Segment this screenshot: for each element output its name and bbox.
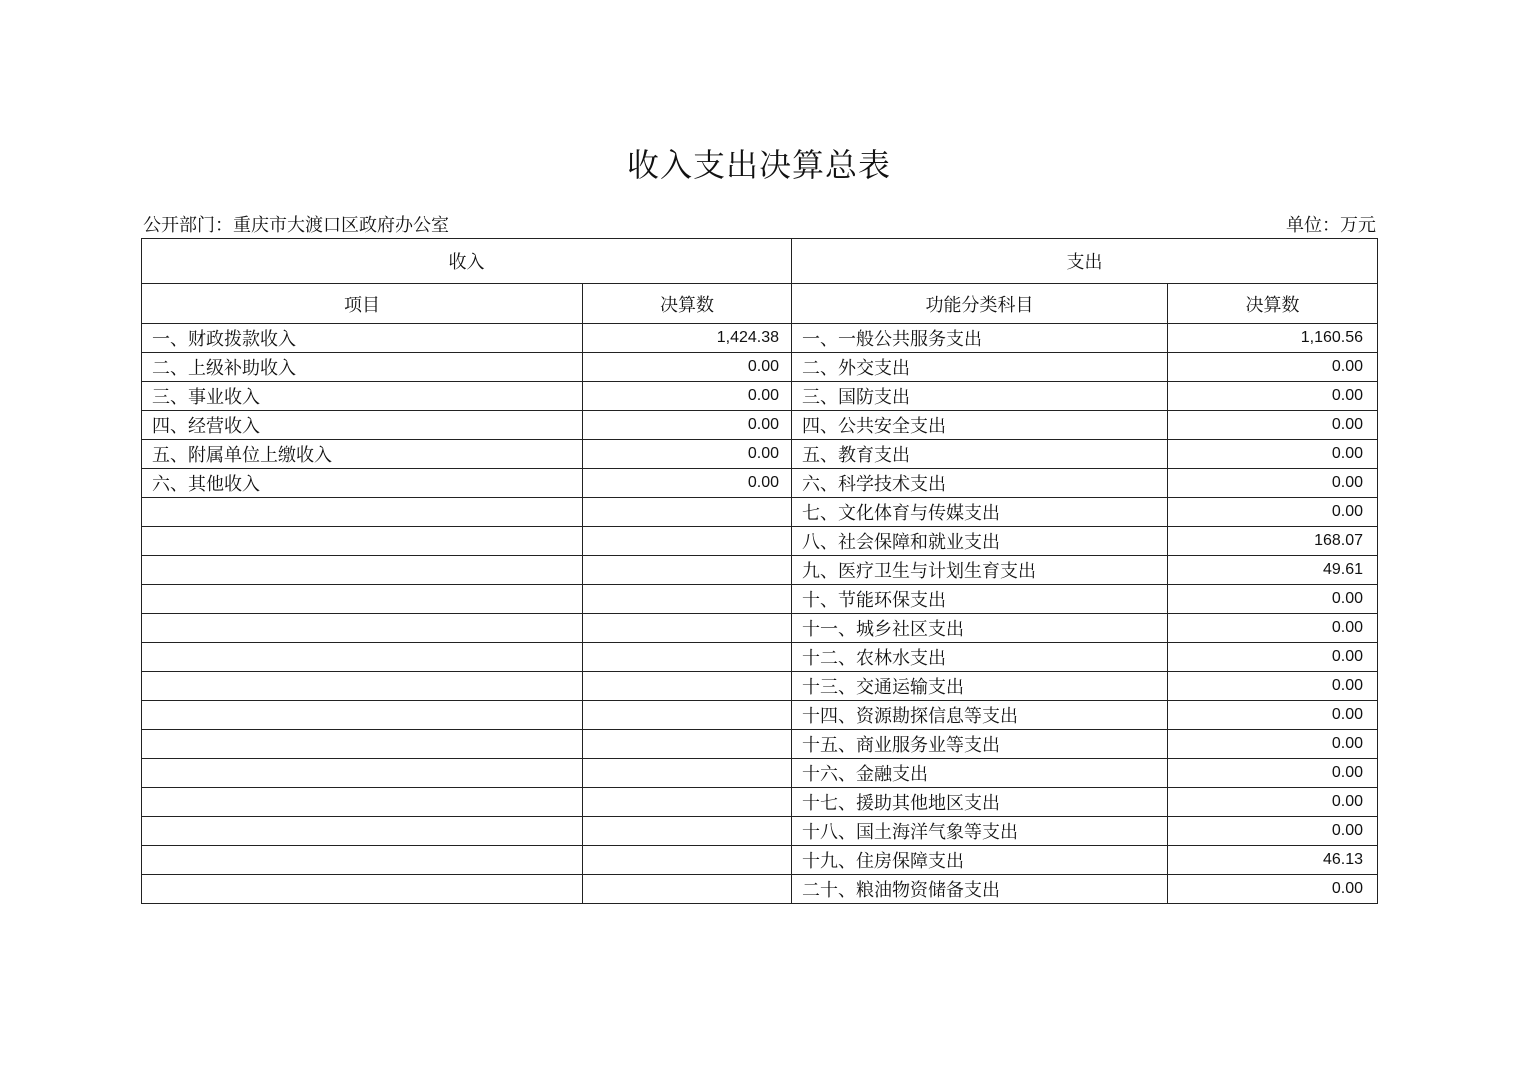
expense-amount-cell: 0.00 bbox=[1168, 759, 1378, 788]
expense-item-cell: 十六、金融支出 bbox=[792, 759, 1168, 788]
income-item-cell: 六、其他收入 bbox=[142, 469, 583, 498]
expense-item-cell: 十二、农林水支出 bbox=[792, 643, 1168, 672]
income-amount-cell bbox=[583, 614, 792, 643]
expense-amount-cell: 0.00 bbox=[1168, 382, 1378, 411]
income-amount-cell bbox=[583, 846, 792, 875]
income-amount-cell: 0.00 bbox=[583, 469, 792, 498]
income-amount-cell bbox=[583, 730, 792, 759]
expense-amount-column-header: 决算数 bbox=[1168, 284, 1378, 324]
income-amount-cell bbox=[583, 556, 792, 585]
table-row bbox=[142, 411, 1378, 440]
table-row bbox=[142, 788, 1378, 817]
table-row bbox=[142, 556, 1378, 585]
income-amount-cell bbox=[583, 585, 792, 614]
income-amount-cell bbox=[583, 875, 792, 904]
expense-amount-cell: 49.61 bbox=[1168, 556, 1378, 585]
income-amount-cell bbox=[583, 759, 792, 788]
unit-label: 单位：万元 bbox=[1286, 215, 1376, 236]
expense-item-cell: 七、文化体育与传媒支出 bbox=[792, 498, 1168, 527]
expense-amount-cell: 0.00 bbox=[1168, 585, 1378, 614]
income-item-cell: 三、事业收入 bbox=[142, 382, 583, 411]
income-item-cell bbox=[142, 788, 583, 817]
income-item-cell bbox=[142, 875, 583, 904]
income-item-cell: 二、上级补助收入 bbox=[142, 353, 583, 382]
table-row bbox=[142, 527, 1378, 556]
income-amount-cell bbox=[583, 527, 792, 556]
income-amount-cell: 0.00 bbox=[583, 382, 792, 411]
income-item-cell bbox=[142, 730, 583, 759]
budget-table bbox=[141, 238, 1378, 904]
expense-item-cell: 十、节能环保支出 bbox=[792, 585, 1168, 614]
expense-amount-cell: 0.00 bbox=[1168, 614, 1378, 643]
income-amount-column-header: 决算数 bbox=[583, 284, 792, 324]
expense-item-cell: 四、公共安全支出 bbox=[792, 411, 1168, 440]
expense-amount-cell: 0.00 bbox=[1168, 730, 1378, 759]
income-section-header: 收入 bbox=[142, 239, 792, 284]
table-row bbox=[142, 440, 1378, 469]
expense-amount-cell: 0.00 bbox=[1168, 353, 1378, 382]
income-amount-cell bbox=[583, 672, 792, 701]
table-row bbox=[142, 701, 1378, 730]
income-item-cell: 一、财政拨款收入 bbox=[142, 324, 583, 353]
table-row bbox=[142, 759, 1378, 788]
column-header-row bbox=[142, 284, 1378, 324]
item-column-header: 项目 bbox=[142, 284, 583, 324]
expense-item-cell: 六、科学技术支出 bbox=[792, 469, 1168, 498]
expense-item-cell: 三、国防支出 bbox=[792, 382, 1168, 411]
function-column-header: 功能分类科目 bbox=[792, 284, 1168, 324]
income-amount-cell bbox=[583, 788, 792, 817]
income-item-cell: 五、附属单位上缴收入 bbox=[142, 440, 583, 469]
table-row bbox=[142, 672, 1378, 701]
income-amount-cell: 0.00 bbox=[583, 353, 792, 382]
expense-item-cell: 二十、粮油物资储备支出 bbox=[792, 875, 1168, 904]
expense-amount-cell: 46.13 bbox=[1168, 846, 1378, 875]
income-amount-cell: 0.00 bbox=[583, 411, 792, 440]
income-item-cell bbox=[142, 556, 583, 585]
expense-item-cell: 二、外交支出 bbox=[792, 353, 1168, 382]
income-item-cell bbox=[142, 527, 583, 556]
expense-item-cell: 九、医疗卫生与计划生育支出 bbox=[792, 556, 1168, 585]
page-title: 收入支出决算总表 bbox=[626, 146, 891, 184]
table-row bbox=[142, 469, 1378, 498]
table-row bbox=[142, 875, 1378, 904]
expense-amount-cell: 168.07 bbox=[1168, 527, 1378, 556]
income-item-cell bbox=[142, 614, 583, 643]
expense-item-cell: 八、社会保障和就业支出 bbox=[792, 527, 1168, 556]
income-item-cell bbox=[142, 701, 583, 730]
table-row bbox=[142, 353, 1378, 382]
expense-amount-cell: 0.00 bbox=[1168, 498, 1378, 527]
table-row bbox=[142, 498, 1378, 527]
table-row bbox=[142, 817, 1378, 846]
expense-item-cell: 十五、商业服务业等支出 bbox=[792, 730, 1168, 759]
expense-amount-cell: 0.00 bbox=[1168, 672, 1378, 701]
income-item-cell: 四、经营收入 bbox=[142, 411, 583, 440]
expense-amount-cell: 0.00 bbox=[1168, 875, 1378, 904]
expense-amount-cell: 0.00 bbox=[1168, 440, 1378, 469]
expense-amount-cell: 0.00 bbox=[1168, 469, 1378, 498]
income-item-cell bbox=[142, 643, 583, 672]
expense-amount-cell: 0.00 bbox=[1168, 788, 1378, 817]
table-row bbox=[142, 730, 1378, 759]
expense-amount-cell: 0.00 bbox=[1168, 701, 1378, 730]
income-item-cell bbox=[142, 817, 583, 846]
expense-item-cell: 十九、住房保障支出 bbox=[792, 846, 1168, 875]
income-item-cell bbox=[142, 498, 583, 527]
income-amount-cell: 1,424.38 bbox=[583, 324, 792, 353]
income-item-cell bbox=[142, 672, 583, 701]
expense-amount-cell: 0.00 bbox=[1168, 643, 1378, 672]
income-amount-cell bbox=[583, 817, 792, 846]
income-amount-cell bbox=[583, 701, 792, 730]
table-row bbox=[142, 643, 1378, 672]
expense-section-header: 支出 bbox=[792, 239, 1378, 284]
table-row bbox=[142, 585, 1378, 614]
expense-item-cell: 十三、交通运输支出 bbox=[792, 672, 1168, 701]
income-amount-cell bbox=[583, 498, 792, 527]
department-label: 公开部门：重庆市大渡口区政府办公室 bbox=[143, 215, 449, 236]
expense-amount-cell: 0.00 bbox=[1168, 411, 1378, 440]
expense-item-cell: 一、一般公共服务支出 bbox=[792, 324, 1168, 353]
income-amount-cell: 0.00 bbox=[583, 440, 792, 469]
expense-amount-cell: 0.00 bbox=[1168, 817, 1378, 846]
section-header-row bbox=[142, 239, 1378, 284]
income-item-cell bbox=[142, 759, 583, 788]
income-amount-cell bbox=[583, 643, 792, 672]
expense-item-cell: 十四、资源勘探信息等支出 bbox=[792, 701, 1168, 730]
income-item-cell bbox=[142, 585, 583, 614]
table-row bbox=[142, 846, 1378, 875]
expense-item-cell: 十八、国土海洋气象等支出 bbox=[792, 817, 1168, 846]
expense-amount-cell: 1,160.56 bbox=[1168, 324, 1378, 353]
expense-item-cell: 五、教育支出 bbox=[792, 440, 1168, 469]
expense-item-cell: 十一、城乡社区支出 bbox=[792, 614, 1168, 643]
table-row bbox=[142, 614, 1378, 643]
expense-item-cell: 十七、援助其他地区支出 bbox=[792, 788, 1168, 817]
table-row bbox=[142, 324, 1378, 353]
table-row bbox=[142, 382, 1378, 411]
income-item-cell bbox=[142, 846, 583, 875]
